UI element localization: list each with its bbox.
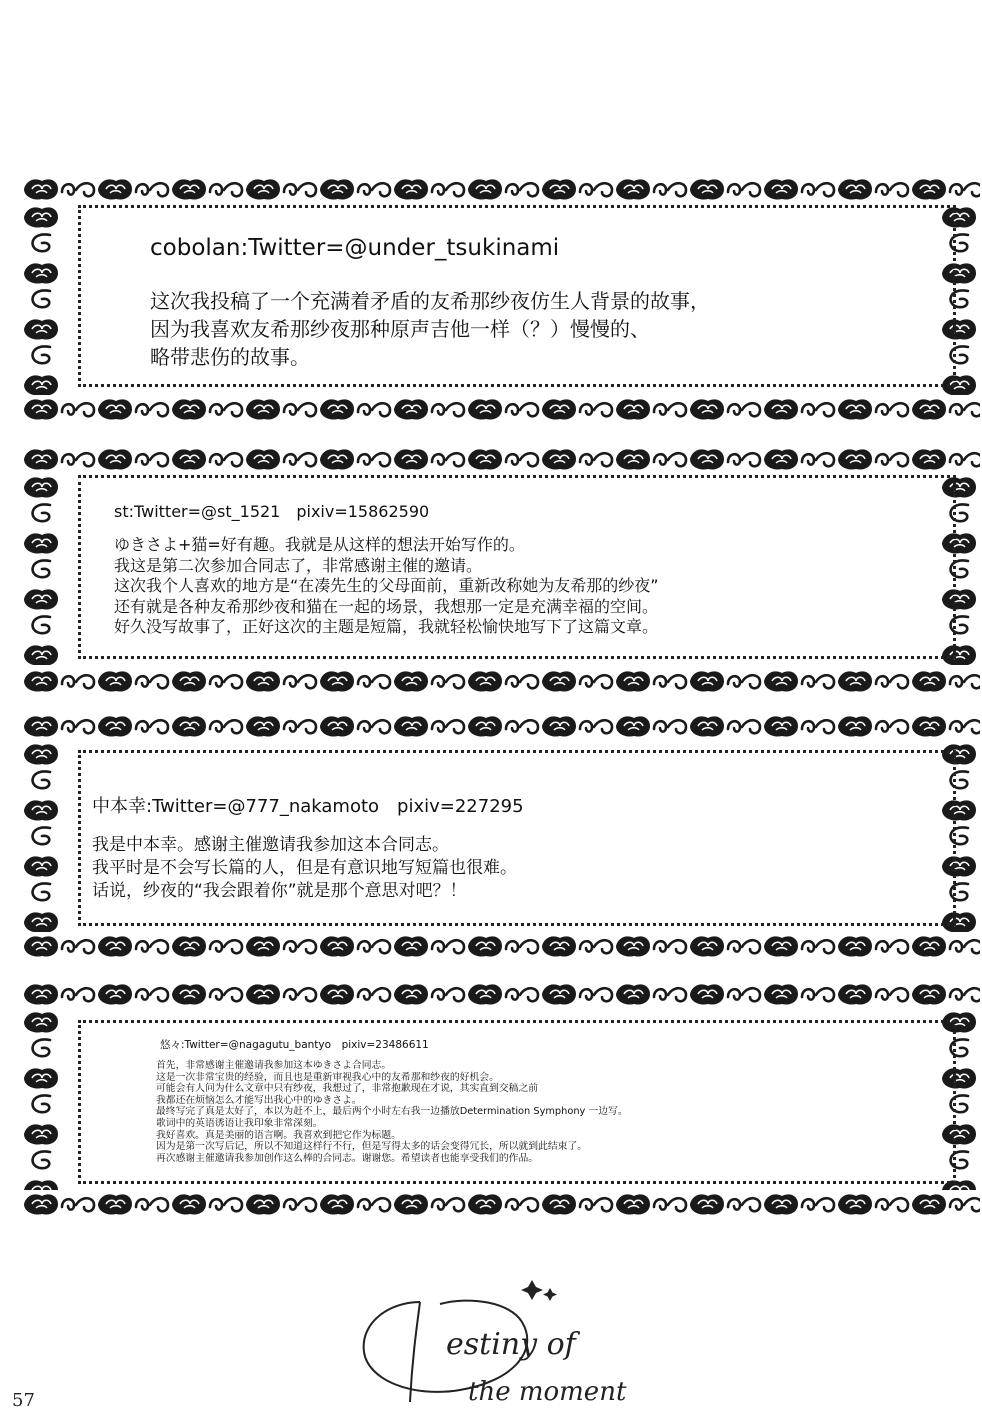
rose-vine-bottom (22, 395, 980, 425)
rose-vine-bottom (22, 667, 980, 697)
rose-vine-top (22, 980, 980, 1010)
rose-vine-top (22, 712, 980, 742)
author-handle: st:Twitter=@st_1521 pixiv=15862590 (114, 502, 430, 521)
rose-vine-bottom (22, 932, 980, 962)
comment-block-4 (22, 980, 980, 1220)
comment-block-1 (22, 175, 980, 425)
comment-text (92, 834, 517, 903)
destiny-of-the-moment-logo (350, 1262, 650, 1412)
comment-text (156, 1060, 628, 1164)
comment-line: 因为我喜欢友希那纱夜那种原声吉他一样（？）慢慢的、 (150, 317, 650, 341)
comment-line: 这次我个人喜欢的地方是“在凑先生的父母面前，重新改称她为友希那的纱夜” (114, 576, 659, 595)
comment-line: 还有就是各种友希那纱夜和猫在一起的场景，我想那一定是充满幸福的空间。 (114, 596, 659, 616)
comment-line: 我都还在烦恼怎么才能写出我心中的ゆきさよ。 (156, 1094, 362, 1106)
comment-line: 我是中本幸。感谢主催邀请我参加这本合同志。 (92, 835, 449, 855)
logo-initial: D (350, 1262, 351, 1263)
rose-vine-left (22, 205, 62, 395)
comment-text (150, 287, 710, 371)
author-handle: cobolan:Twitter=@under_tsukinami (150, 235, 560, 261)
sparkle-icon (543, 1288, 557, 1301)
comment-line: 可能会有人问为什么文章中只有纱夜，我想过了，非常抱歉现在才说，其实直到交稿之前 (156, 1083, 539, 1095)
comment-line: 这是一次非常宝贵的经验，而且也是重新审视我心中的友希那和纱夜的好机会。 (156, 1071, 499, 1083)
comment-line: 话说，纱夜的“我会跟着你”就是那个意思对吧？！ (92, 881, 467, 901)
comment-line: ゆきさよ+猫=好有趣。我就是从这样的想法开始写作的。 (114, 535, 525, 554)
rose-vine-left (22, 475, 62, 665)
comment-line: 再次感谢主催邀请我参加创作这么棒的合同志。谢谢您。希望读者也能享受我们的作品。 (156, 1152, 539, 1164)
comment-block-2 (22, 445, 980, 695)
comment-line: 略带悲伤的故事。 (150, 345, 310, 369)
sparkle-icon (521, 1280, 543, 1300)
rose-vine-left (22, 1010, 62, 1190)
author-handle: 中本幸:Twitter=@777_nakamoto pixiv=227295 (92, 796, 524, 817)
logo-line-2: the moment (468, 1377, 627, 1407)
rose-vine-bottom (22, 1190, 980, 1220)
comment-line: 首先，非常感谢主催邀请我参加这本ゆきさよ合同志。 (156, 1060, 392, 1071)
comment-line: 我平时是不会写长篇的人，但是有意识地写短篇也很难。 (92, 858, 517, 878)
comment-line: 最终写完了真是太好了，本以为赶不上，最后两个小时左右我一边播放Determination Symphony 一边写。 (156, 1106, 628, 1118)
rose-vine-top (22, 445, 980, 475)
comment-line: 这次我投稿了一个充满着矛盾的友希那纱夜仿生人背景的故事， (150, 289, 710, 313)
comment-block-3 (22, 712, 980, 962)
rose-vine-left (22, 742, 62, 932)
comment-line: 我好喜欢。真是美丽的语言啊。我喜欢到把它作为标题。 (156, 1129, 401, 1141)
author-handle: 悠々:Twitter=@nagagutu_bantyo pixiv=23486611 (160, 1039, 429, 1051)
comment-line: 好久没写故事了，正好这次的主题是短篇，我就轻松愉快地写下了这篇文章。 (114, 617, 659, 636)
comment-line: 因为是第一次写后记，所以不知道这样行不行，但是写得太多的话会变得冗长，所以就到此结束了。 (156, 1141, 588, 1153)
comment-line: 歌词中的英语诱语让我印象非常深刻。 (156, 1117, 323, 1129)
comment-line: 我这是第二次参加合同志了，非常感谢主催的邀请。 (114, 555, 483, 575)
rose-vine-top (22, 175, 980, 205)
comment-text (114, 535, 659, 638)
page-number: 57 (12, 1390, 35, 1411)
logo-line-1: estiny of (446, 1327, 576, 1362)
